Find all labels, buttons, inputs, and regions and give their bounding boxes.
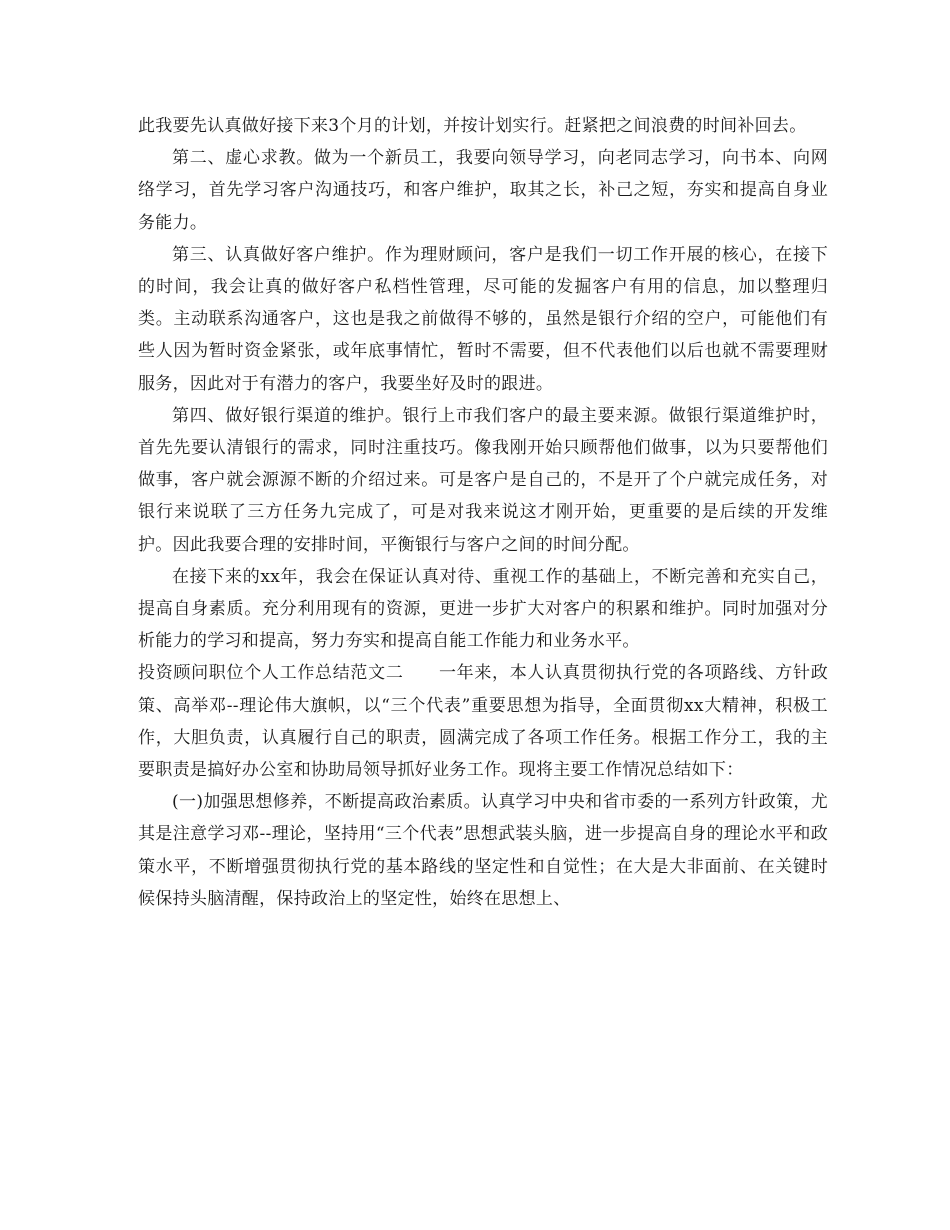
paragraph: 第四、做好银行渠道的维护。银行上市我们客户的最主要来源。做银行渠道维护时，首先先要认清银行的需求，同时注重技巧。像我刚开始只顾帮他们做事，以为只要帮他们做事，客户就会源源不断的介绍过来。可是客户是自己的，不是开了个户就完成任务，对银行来说联了三方任务九完成了，可是对我来说这才刚开始，更重要的是后续的开发维护。因此我要合理的安排时间，平衡银行与客户之间的时间分配。 xyxy=(138,405,828,555)
paragraph: 第二、虚心求教。做为一个新员工，我要向领导学习，向老同志学习，向书本、向网络学习，首先学习客户沟通技巧，和客户维护，取其之长，补己之短，夯实和提高自身业务能力。 xyxy=(138,148,828,233)
paragraph: (一)加强思想修养，不断提高政治素质。认真学习中央和省市委的一系列方针政策，尤其是注意学习邓--理论，坚持用“三个代表”思想武装头脑，进一步提高自身的理论水平和政策水平，不断增强贯彻执行党的基本路线的坚定性和自觉性；在大是大非面前、在关键时候保持头脑清醒，保持政治上的坚定性，始终在思想上、 xyxy=(138,792,828,909)
paragraph-section-heading: 投资顾问职位个人工作总结范文二 一年来，本人认真贯彻执行党的各项路线、方针政策、高举邓--理论伟大旗帜，以“三个代表”重要思想为指导，全面贯彻xx大精神，积极工作，大胆负责，认真履行自己的职责，圆满完成了各项工作任务。根据工作分工，我的主要职责是搞好办公室和协助局领导抓好业务工作。现将主要工作情况总结如下： xyxy=(138,663,828,781)
paragraph: 第三、认真做好客户维护。作为理财顾问，客户是我们一切工作开展的核心，在接下的时间，我会让真的做好客户私档性管理，尽可能的发掘客户有用的信息，加以整理归类。主动联系沟通客户，这也是我之前做得不够的，虽然是银行介绍的空户，可能他们有些人因为暂时资金紧张，或年底事情忙，暂时不需要，但不代表他们以后也就不需要理财服务，因此对于有潜力的客户，我要坐好及时的跟进。 xyxy=(138,244,828,394)
document-body xyxy=(138,110,828,915)
paragraph: 此我要先认真做好接下来3个月的计划，并按计划实行。赶紧把之间浪费的时间补回去。 xyxy=(138,116,807,136)
paragraph: 在接下来的xx年，我会在保证认真对待、重视工作的基础上，不断完善和充实自己，提高自身素质。充分利用现有的资源，更进一步扩大对客户的积累和维护。同时加强对分析能力的学习和提高，努力夯实和提高自能工作能力和业务水平。 xyxy=(138,566,828,652)
